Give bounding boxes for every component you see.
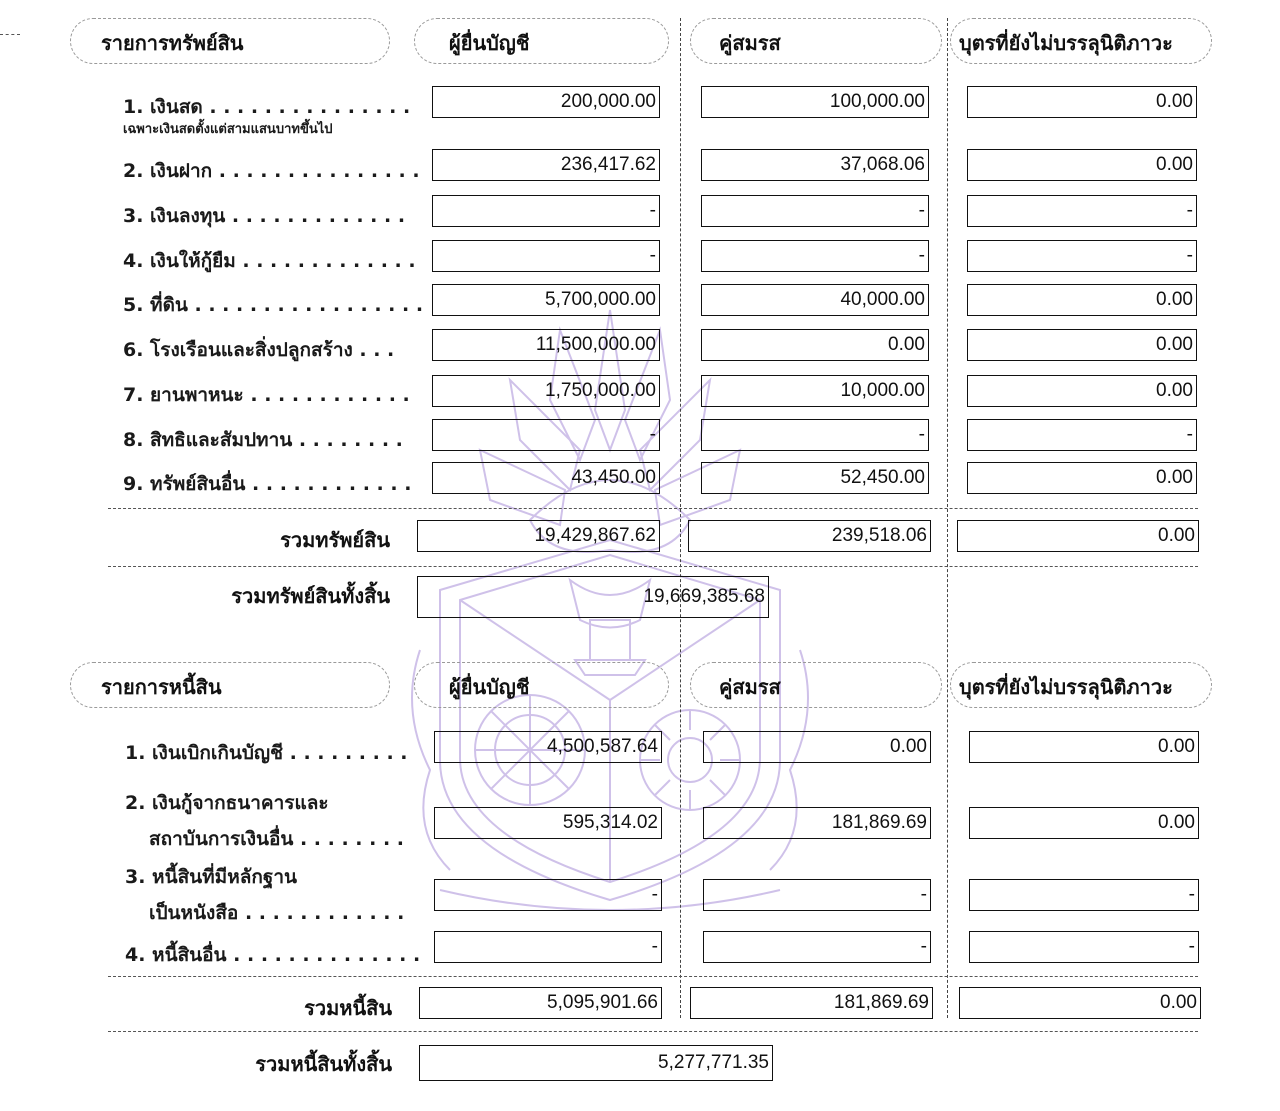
asset-spouse-value: 52,450.00 — [701, 462, 929, 494]
liabilities-spouse-header: คู่สมรส — [690, 662, 942, 708]
asset-filer-value: 236,417.62 — [432, 149, 660, 181]
asset-children-value: 0.00 — [967, 329, 1197, 361]
liability-label-line1: 2. เงินกู้จากธนาคารและ — [125, 792, 329, 814]
liability-subtotal-label: รวมหนี้สิน — [304, 996, 392, 1020]
asset-grand-total-label: รวมทรัพย์สินทั้งสิ้น — [231, 584, 390, 608]
assets-items-header: รายการทรัพย์สิน — [70, 18, 390, 64]
liability-subtotal-spouse: 181,869.69 — [690, 987, 933, 1019]
liability-children-value: 0.00 — [969, 807, 1199, 839]
asset-spouse-value: 100,000.00 — [701, 86, 929, 118]
liabilities-filer-header: ผู้ยื่นบัญชี — [414, 662, 669, 708]
divider-line — [108, 976, 1198, 977]
asset-children-value: - — [967, 240, 1197, 272]
asset-children-value: 0.00 — [967, 284, 1197, 316]
asset-filer-value: 11,500,000.00 — [432, 329, 660, 361]
assets-children-header: บุตรที่ยังไม่บรรลุนิติภาวะ — [950, 18, 1212, 64]
liability-spouse-value: - — [703, 931, 931, 963]
divider-line — [108, 566, 1198, 567]
assets-filer-header: ผู้ยื่นบัญชี — [414, 18, 669, 64]
liability-spouse-value: 181,869.69 — [703, 807, 931, 839]
liability-grand-total-label: รวมหนี้สินทั้งสิ้น — [255, 1052, 392, 1076]
asset-children-value: 0.00 — [967, 462, 1197, 494]
liability-label: 4. หนี้สินอื่น . . . . . . . . . . . . . . — [125, 944, 421, 966]
asset-subtotal-filer: 19,429,867.62 — [417, 520, 660, 552]
asset-filer-value: 5,700,000.00 — [432, 284, 660, 316]
asset-filer-value: 1,750,000.00 — [432, 375, 660, 407]
asset-sublabel: เฉพาะเงินสดตั้งแต่สามแสนบาทขึ้นไป — [123, 122, 333, 137]
liabilities-children-header: บุตรที่ยังไม่บรรลุนิติภาวะ — [950, 662, 1212, 708]
asset-children-value: - — [967, 195, 1197, 227]
asset-label: 7. ยานพาหนะ . . . . . . . . . . . . — [123, 384, 410, 406]
liability-label: 1. เงินเบิกเกินบัญชี . . . . . . . . . — [125, 742, 408, 764]
asset-label: 2. เงินฝาก . . . . . . . . . . . . . . . — [123, 160, 420, 182]
liability-spouse-value: - — [703, 879, 931, 911]
asset-label: 8. สิทธิและสัมปทาน . . . . . . . . — [123, 429, 403, 451]
asset-label: 6. โรงเรือนและสิ่งปลูกสร้าง . . . — [123, 339, 395, 361]
liability-children-value: - — [969, 879, 1199, 911]
asset-children-value: - — [967, 419, 1197, 451]
asset-label: 3. เงินลงทุน . . . . . . . . . . . . . — [123, 205, 406, 227]
asset-spouse-value: 40,000.00 — [701, 284, 929, 316]
asset-subtotal-label: รวมทรัพย์สิน — [280, 528, 390, 552]
liability-label: เป็นหนังสือ . . . . . . . . . . . . — [149, 902, 405, 924]
asset-filer-value: - — [432, 240, 660, 272]
liability-subtotal-children: 0.00 — [959, 987, 1201, 1019]
asset-subtotal-spouse: 239,518.06 — [688, 520, 931, 552]
asset-label: 4. เงินให้กู้ยืม . . . . . . . . . . . . . — [123, 250, 416, 272]
asset-spouse-value: - — [701, 240, 929, 272]
liability-filer-value: 595,314.02 — [434, 807, 662, 839]
asset-filer-value: 43,450.00 — [432, 462, 660, 494]
liabilities-items-header: รายการหนี้สิน — [70, 662, 390, 708]
asset-spouse-value: - — [701, 195, 929, 227]
asset-grand-total-value: 19,669,385.68 — [417, 576, 769, 618]
asset-spouse-value: 10,000.00 — [701, 375, 929, 407]
asset-label: 5. ที่ดิน . . . . . . . . . . . . . . . . . — [123, 294, 424, 316]
assets-spouse-header: คู่สมรส — [690, 18, 942, 64]
asset-children-value: 0.00 — [967, 375, 1197, 407]
liability-children-value: 0.00 — [969, 731, 1199, 763]
asset-label: 1. เงินสด . . . . . . . . . . . . . . . — [123, 96, 411, 118]
liability-grand-total-value: 5,277,771.35 — [419, 1045, 773, 1081]
column-divider — [680, 18, 681, 1018]
asset-children-value: 0.00 — [967, 149, 1197, 181]
asset-filer-value: - — [432, 195, 660, 227]
asset-label: 9. ทรัพย์สินอื่น . . . . . . . . . . . . — [123, 473, 412, 495]
liability-label-line1: 3. หนี้สินที่มีหลักฐาน — [125, 866, 298, 888]
asset-spouse-value: 0.00 — [701, 329, 929, 361]
asset-subtotal-children: 0.00 — [957, 520, 1199, 552]
column-divider — [947, 18, 948, 1018]
liability-filer-value: - — [434, 879, 662, 911]
asset-spouse-value: 37,068.06 — [701, 149, 929, 181]
divider-line — [108, 1031, 1198, 1032]
liability-filer-value: 4,500,587.64 — [434, 731, 662, 763]
asset-filer-value: 200,000.00 — [432, 86, 660, 118]
divider-line — [108, 508, 1198, 509]
liability-label: สถาบันการเงินอื่น . . . . . . . . — [149, 828, 405, 850]
liability-subtotal-filer: 5,095,901.66 — [419, 987, 662, 1019]
asset-children-value: 0.00 — [967, 86, 1197, 118]
asset-filer-value: - — [432, 419, 660, 451]
asset-spouse-value: - — [701, 419, 929, 451]
liability-spouse-value: 0.00 — [703, 731, 931, 763]
margin-dash — [0, 34, 20, 35]
liability-filer-value: - — [434, 931, 662, 963]
liability-children-value: - — [969, 931, 1199, 963]
